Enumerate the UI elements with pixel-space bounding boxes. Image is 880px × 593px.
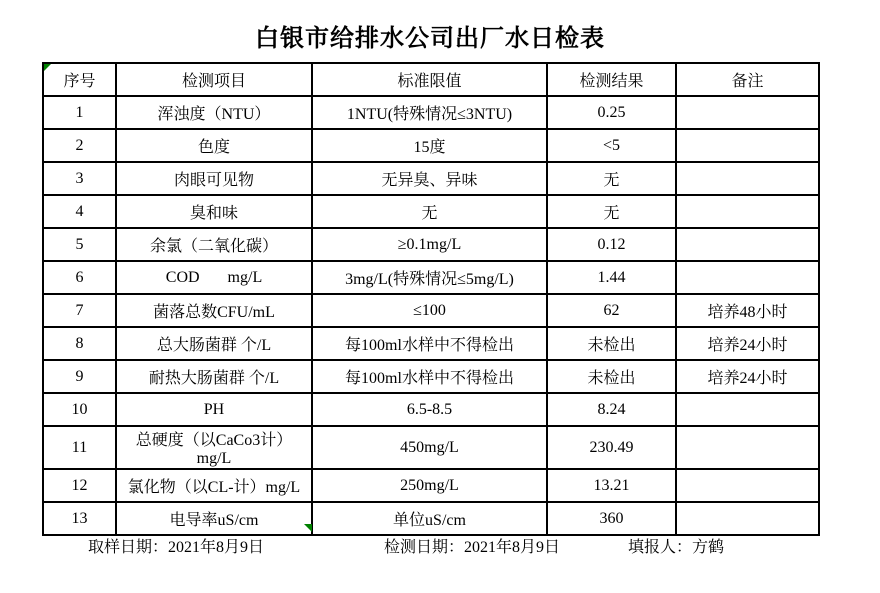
cell-serial: 8 — [43, 327, 116, 360]
cell-standard: 单位uS/cm — [312, 502, 547, 535]
table-row — [43, 294, 819, 327]
cell-serial: 7 — [43, 294, 116, 327]
cell-serial: 11 — [43, 426, 116, 469]
cell-remark: 培养48小时 — [676, 294, 819, 327]
header-item: 检测项目 — [116, 63, 312, 96]
testing-date-text: 检测日期：2021年8月9日 — [384, 539, 561, 556]
table-row — [43, 426, 819, 469]
cell-serial: 12 — [43, 469, 116, 502]
cell-standard: 每100ml水样中不得检出 — [312, 360, 547, 393]
table-row — [43, 129, 819, 162]
cell-standard: ≤100 — [312, 294, 547, 327]
cell-standard: 3mg/L(特殊情况≤5mg/L) — [312, 261, 547, 294]
cell-item: 色度 — [116, 129, 312, 162]
cell-serial: 13 — [43, 502, 116, 535]
cell-item: 肉眼可见物 — [116, 162, 312, 195]
cell-serial: 5 — [43, 228, 116, 261]
header-standard: 标准限值 — [312, 63, 547, 96]
table-row — [43, 96, 819, 129]
inspection-table — [42, 62, 820, 536]
cell-serial: 9 — [43, 360, 116, 393]
table-row — [43, 162, 819, 195]
header-row — [43, 63, 819, 96]
cell-remark — [676, 469, 819, 502]
cell-standard: 15度 — [312, 129, 547, 162]
cell-item: 菌落总数CFU/mL — [116, 294, 312, 327]
cell-item: COD mg/L — [116, 261, 312, 294]
table-row — [43, 327, 819, 360]
cell-serial: 2 — [43, 129, 116, 162]
cell-result: 0.12 — [547, 228, 676, 261]
cell-result: 0.25 — [547, 96, 676, 129]
cell-remark: 培养24小时 — [676, 327, 819, 360]
cell-remark — [676, 502, 819, 535]
header-remark: 备注 — [676, 63, 819, 96]
cell-item: 耐热大肠菌群 个/L — [116, 360, 312, 393]
excel-corner-marker-icon — [44, 64, 51, 71]
cell-item: PH — [116, 393, 312, 426]
cell-remark — [676, 96, 819, 129]
cell-standard: 1NTU(特殊情况≤3NTU) — [312, 96, 547, 129]
table-row — [43, 502, 819, 535]
cell-item: 臭和味 — [116, 195, 312, 228]
cell-result: <5 — [547, 129, 676, 162]
reporter-text: 填报人：方鹤 — [628, 539, 725, 556]
cell-result: 未检出 — [547, 327, 676, 360]
cell-result: 360 — [547, 502, 676, 535]
table-row — [43, 228, 819, 261]
cell-standard: 250mg/L — [312, 469, 547, 502]
cell-result: 62 — [547, 294, 676, 327]
cell-item: 电导率uS/cm — [116, 502, 312, 535]
cell-serial: 6 — [43, 261, 116, 294]
cell-standard: 无 — [312, 195, 547, 228]
cell-serial: 4 — [43, 195, 116, 228]
cell-result: 230.49 — [547, 426, 676, 469]
cell-remark — [676, 162, 819, 195]
cell-result: 未检出 — [547, 360, 676, 393]
table-row — [43, 393, 819, 426]
cell-serial: 1 — [43, 96, 116, 129]
cell-standard: 450mg/L — [312, 426, 547, 469]
cell-serial: 3 — [43, 162, 116, 195]
sampling-date-text: 取样日期：2021年8月9日 — [88, 539, 265, 556]
header-result: 检测结果 — [547, 63, 676, 96]
table-row — [43, 360, 819, 393]
cell-remark: 培养24小时 — [676, 360, 819, 393]
cell-standard: ≥0.1mg/L — [312, 228, 547, 261]
cell-remark — [676, 426, 819, 469]
table-row — [43, 261, 819, 294]
table-row — [43, 195, 819, 228]
cell-item: 总硬度（以CaCo3计）mg/L — [116, 426, 312, 469]
cell-result: 无 — [547, 195, 676, 228]
excel-bottom-marker-icon — [304, 524, 312, 532]
footer — [0, 534, 880, 556]
cell-remark — [676, 129, 819, 162]
cell-result: 8.24 — [547, 393, 676, 426]
cell-result: 13.21 — [547, 469, 676, 502]
cell-item: 氯化物（以CL-计）mg/L — [116, 469, 312, 502]
cell-item: 浑浊度（NTU） — [116, 96, 312, 129]
cell-remark — [676, 393, 819, 426]
cell-standard: 6.5-8.5 — [312, 393, 547, 426]
cell-standard: 每100ml水样中不得检出 — [312, 327, 547, 360]
cell-result: 1.44 — [547, 261, 676, 294]
cell-remark — [676, 195, 819, 228]
cell-result: 无 — [547, 162, 676, 195]
cell-item: 总大肠菌群 个/L — [116, 327, 312, 360]
cell-serial: 10 — [43, 393, 116, 426]
cell-remark — [676, 261, 819, 294]
table-row — [43, 469, 819, 502]
page-title: 白银市给排水公司出厂水日检表 — [255, 26, 605, 52]
header-serial: 序号 — [43, 63, 116, 96]
cell-remark — [676, 228, 819, 261]
cell-standard: 无异臭、异味 — [312, 162, 547, 195]
cell-item: 余氯（二氧化碳） — [116, 228, 312, 261]
